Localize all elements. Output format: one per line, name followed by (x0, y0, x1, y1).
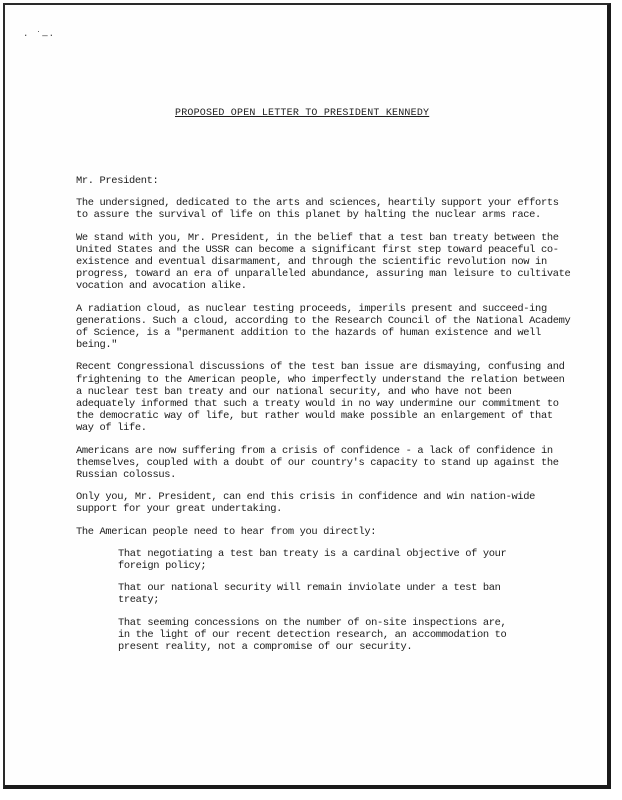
demand-item-1: That negotiating a test ban treaty is a cardinal objective of your foreign policy; (118, 547, 507, 573)
salutation: Mr. President: (76, 175, 159, 187)
paragraph-2: We stand with you, Mr. President, in the belief that a test ban treaty between the United States and the USSR can become a significant first step toward peaceful co-existence and eventual disarmament, and through the scientific revolution now in progress, toward an era of unparalleled abundance, assuring man leisure to cultivate vocation and avocation alike. (76, 231, 571, 293)
paragraph-3: A radiation cloud, as nuclear testing proceeds, imperils present and succeed-ing generations. Such a cloud, according to the Research Council of the National Academy of Science, is a "permanent addition to the hazards of human existence and well being." (76, 302, 571, 352)
document-title: PROPOSED OPEN LETTER TO PRESIDENT KENNEDY (175, 108, 430, 119)
paragraph-4: Recent Congressional discussions of the test ban issue are dismaying, confusing and frightening to the American people, who imperfectly understand the relation between a nuclear test ban treaty and our national security, and who have not been adequately informed that such a treaty would in no way undermine our commitment to the democratic way of life, but rather would make possible an enlargement of that way of life. (76, 361, 565, 435)
letter-body (76, 175, 576, 663)
paragraph-5: Americans are now suffering from a crisis of confidence - a lack of confidence in themselves, coupled with a doubt of our country's capacity to stand up against the Russian colossus. (76, 444, 559, 482)
ink-speck-mark: · ˙—· (23, 31, 56, 41)
demand-item-3: That seeming concessions on the number of on-site inspections are, in the light of our recent detection research, an accommodation to present reality, not a compromise of our security. (118, 616, 507, 654)
paragraph-6: Only you, Mr. President, can end this crisis in confidence and win nation-wide support for your great undertaking. (76, 491, 536, 516)
paragraph-1: The undersigned, dedicated to the arts and sciences, heartily support your efforts to assure the survival of life on this planet by halting the nuclear arms race. (76, 197, 559, 222)
demand-item-2: That our national security will remain inviolate under a test ban treaty; (118, 582, 501, 607)
paragraph-7: The American people need to hear from you directly: (76, 525, 377, 538)
